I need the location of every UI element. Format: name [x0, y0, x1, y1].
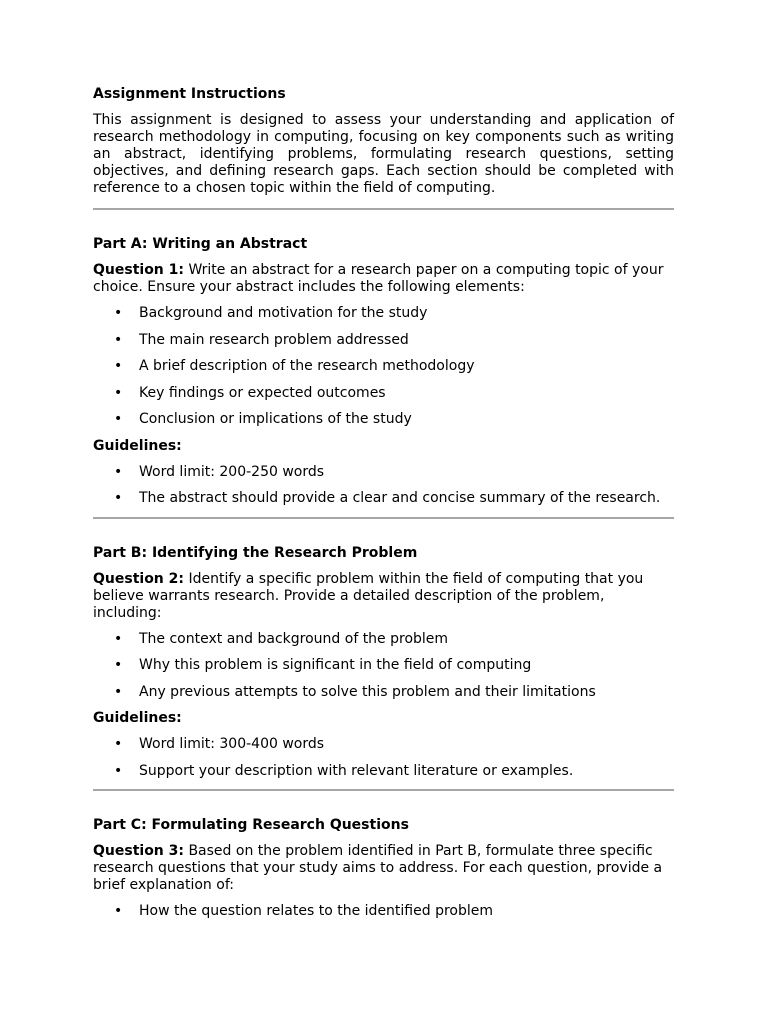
part-b-elements-list: [93, 631, 674, 701]
list-item: • Any previous attempts to solve this problem and their limitations: [93, 684, 674, 701]
question-3-label: Question 3:: [93, 843, 184, 859]
question-3-text: Based on the problem identified in Part B, formulate three specific research questions that your study aims to address. For each question, provide a brief explanation of:: [93, 843, 663, 893]
part-b-title: Part B: Identifying the Research Problem: [93, 544, 418, 561]
list-item: • Conclusion or implications of the study: [93, 411, 674, 428]
part-c-title: Part C: Formulating Research Questions: [93, 817, 409, 833]
document-content: [93, 86, 674, 930]
assignment-title: Assignment Instructions: [93, 86, 286, 102]
part-b-guidelines-list: [93, 736, 674, 780]
part-a-guidelines-list: [93, 464, 674, 508]
section-divider: [93, 517, 674, 519]
question-2: [93, 571, 674, 622]
list-item: • Support your description with relevant literature or examples.: [93, 763, 674, 780]
section-divider: [93, 789, 674, 791]
section-divider: [93, 208, 674, 210]
part-b-guidelines-label: Guidelines:: [93, 710, 182, 726]
list-item: • Word limit: 300-400 words: [93, 736, 674, 753]
intro-paragraph: This assignment is designed to assess your understanding and application of research methodology in computing, focusing on key components such as writing an abstract, identifying problems, formulating research questions, setting objectives, and defining research gaps. Each section should be completed with reference to a chosen topic within the field of computing.: [93, 112, 674, 196]
list-item: • A brief description of the research methodology: [93, 358, 674, 375]
list-item: • Background and motivation for the study: [93, 305, 674, 322]
list-item: • Key findings or expected outcomes: [93, 385, 674, 402]
list-item: • The main research problem addressed: [93, 332, 674, 349]
part-a-title: Part A: Writing an Abstract: [93, 236, 308, 252]
question-1-label: Question 1:: [93, 262, 184, 278]
list-item: • The context and background of the problem: [93, 631, 674, 648]
question-2-label: Question 2:: [93, 570, 184, 587]
question-3: [93, 843, 674, 894]
question-2-text: Identify a specific problem within the field of computing that you believe warrants research. Provide a detailed description of the problem, including:: [93, 570, 644, 621]
list-item: • How the question relates to the identified problem: [93, 903, 674, 920]
question-1: [93, 262, 674, 296]
part-c-elements-list: [93, 903, 674, 920]
list-item: • The abstract should provide a clear and concise summary of the research.: [93, 490, 674, 507]
part-a-guidelines-label: Guidelines:: [93, 437, 182, 454]
list-item: • Word limit: 200-250 words: [93, 464, 674, 481]
part-a-elements-list: [93, 305, 674, 428]
list-item: • Why this problem is significant in the field of computing: [93, 657, 674, 674]
question-1-text: Write an abstract for a research paper on a computing topic of your choice. Ensure your abstract includes the following elements:: [93, 262, 664, 295]
